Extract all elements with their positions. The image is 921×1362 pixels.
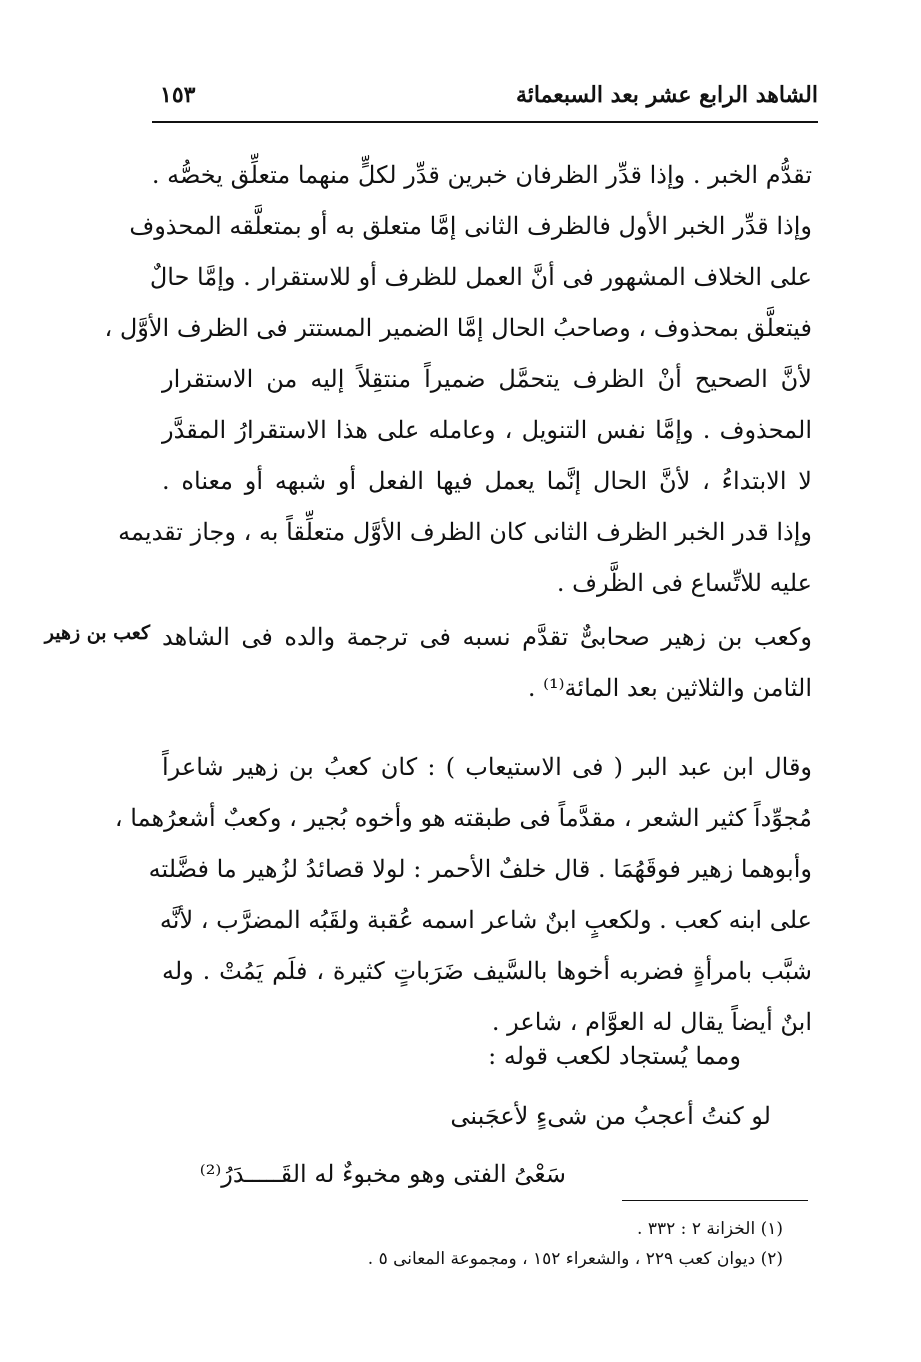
verse-second-hemistich: سَعْىُ الفتى وهو مخبوءٌ له القَـــــدَرُ⁽²⁾ (199, 1160, 566, 1188)
footnote-rule (622, 1200, 808, 1201)
verse-intro: ومما يُستجاد لكعب قوله : (488, 1042, 741, 1070)
text-line: وأبوهما زهير فوقَهُمَا . قال خلفٌ الأحمر : لولا قصائدُ لزُهير ما فضَّلته (148, 855, 812, 883)
text-line: تقدُّم الخبر . وإذا قدِّر الظرفان خبرين قدِّر لكلٍّ منهما متعلِّق يخصُّه . (151, 161, 812, 189)
text-line: وقال ابن عبد البر ( فى الاستيعاب ) : كان كعبُ بن زهير شاعراً (162, 753, 812, 781)
paragraph-poet-intro (162, 612, 812, 714)
paragraph-grammar-commentary (104, 150, 812, 609)
text-line: عليه للاتِّساع فى الظَّرف . (556, 569, 812, 597)
text-line: مُجوِّداً كثير الشعر ، مقدَّماً فى طبقته هو وأخوه بُجير ، وكعبٌ أشعرُهما ، (114, 804, 812, 832)
text-line: الثامن والثلاثين بعد المائة⁽¹⁾ . (527, 674, 812, 702)
text-line: على الخلاف المشهور فى أنَّ العمل للظرف أو للاستقرار . وإمَّا حالٌ (149, 263, 812, 291)
footnote: (٢) ديوان كعب ٢٢٩ ، والشعراء ١٥٢ ، ومجموعة المعانى ٥ . (367, 1249, 783, 1269)
paragraph-biography (114, 742, 812, 1048)
text-line: وإذا قدر الخبر الظرف الثانى كان الظرف الأوَّل متعلِّقاً به ، وجاز تقديمه (118, 518, 812, 546)
text-line: ابنٌ أيضاً يقال له العوَّام ، شاعر . (491, 1008, 812, 1036)
text-line: وإذا قدِّر الخبر الأول فالظرف الثانى إمَّا متعلق به أو بمتعلَّقه المحذوف (129, 212, 812, 240)
text-line: المحذوف . وإمَّا نفس التنويل ، وعامله على هذا الاستقرارُ المقدَّر (162, 416, 812, 444)
margin-note: كعب بن زهير (44, 622, 150, 644)
text-line: لا الابتداءُ ، لأنَّ الحال إنَّما يعمل فيها الفعل أو شبهه أو معناه . (162, 467, 812, 495)
text-line: لأنَّ الصحيح أنْ الظرف يتحمَّل ضميراً منتقِلاً إليه من الاستقرار (162, 365, 812, 393)
text-line: وكعب بن زهير صحابىٌّ تقدَّم نسبه فى ترجمة والده فى الشاهد (162, 623, 812, 651)
text-line: فيتعلَّق بمحذوف ، وصاحبُ الحال إمَّا الضمير المستتر فى الظرف الأوَّل ، (104, 314, 812, 342)
page-header (152, 82, 818, 122)
verse-first-hemistich: لو كنتُ أعجبُ من شىءٍ لأعجَبنى (450, 1102, 771, 1130)
running-head: الشاهد الرابع عشر بعد السبعمائة (515, 82, 818, 108)
footnotes (368, 1214, 783, 1274)
text-line: على ابنه كعب . ولكعبٍ ابنٌ شاعر اسمه عُقبة ولقَبُه المضرَّب ، لأنَّه (159, 906, 812, 934)
page-number: ١٥٣ (160, 82, 196, 108)
text-line: شبَّب بامرأةٍ فضربه أخوها بالسَّيف ضَرَباتٍ كثيرة ، فلَم يَمُتْ . وله (162, 957, 812, 985)
footnote: (١) الخزانة ٢ : ٣٣٢ . (637, 1219, 783, 1239)
header-rule (152, 121, 818, 123)
